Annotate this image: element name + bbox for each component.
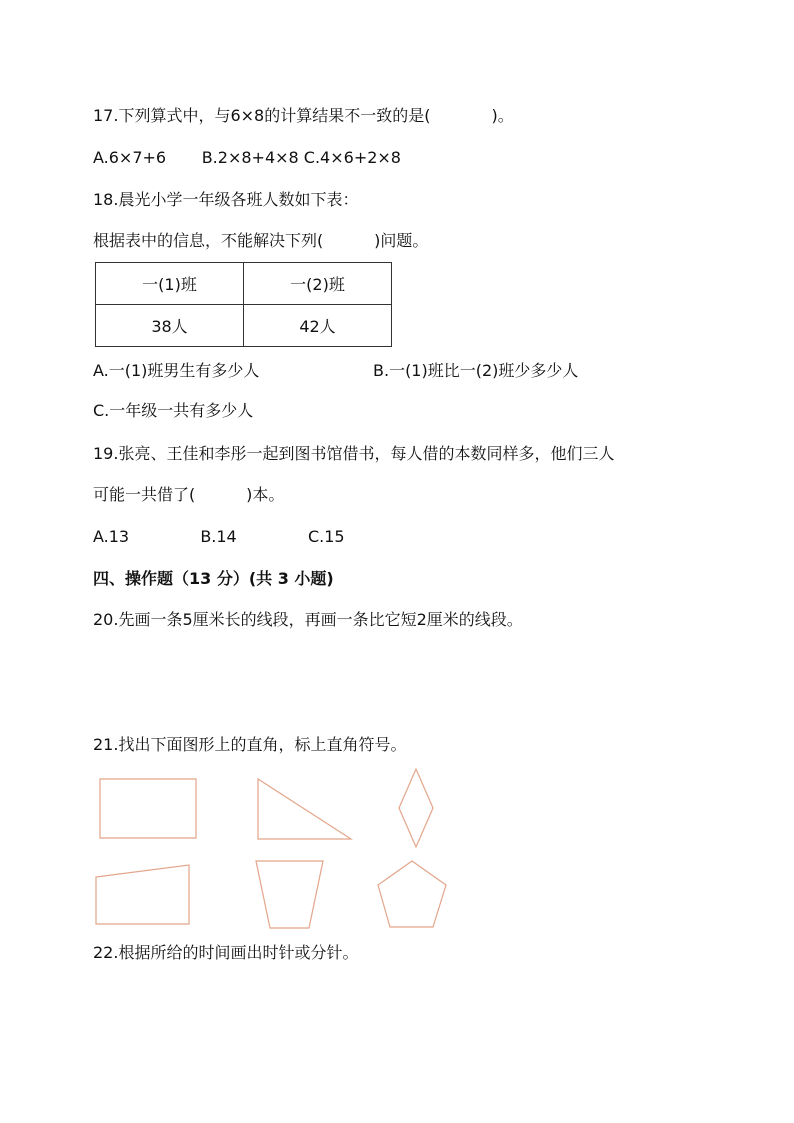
table-header-class2: 一(2)班 [244, 263, 392, 305]
right-triangle-shape [258, 779, 351, 839]
rhombus-shape [399, 769, 433, 847]
q18-option-b: B.一(1)班比一(2)班少多少人 [373, 361, 579, 380]
table-value-class2: 42人 [244, 305, 392, 347]
table-header-class1: 一(1)班 [96, 263, 244, 305]
q18-option-a: A.一(1)班男生有多少人 [93, 361, 260, 380]
q21-stem: 21.找出下面图形上的直角，标上直角符号。 [93, 735, 407, 754]
table-value-row [96, 305, 392, 347]
rectangle-shape [100, 779, 196, 838]
class-size-table [95, 262, 392, 347]
table-header-row [96, 263, 392, 305]
isosceles-trapezoid-shape [256, 861, 323, 928]
q17-options: A.6×7+6 B.2×8+4×8 C.4×6+2×8 [93, 148, 401, 167]
trapezoid-shape [96, 865, 189, 924]
q19-options: A.13 B.14 C.15 [93, 527, 345, 546]
q18-prompt: 根据表中的信息，不能解决下列( )问题。 [93, 231, 429, 250]
section4-title: 四、操作题（13 分）(共 3 小题) [93, 569, 334, 588]
q18-stem: 18.晨光小学一年级各班人数如下表： [93, 190, 359, 209]
q17-stem: 17.下列算式中，与6×8的计算结果不一致的是( )。 [93, 106, 514, 125]
table-value-class1: 38人 [96, 305, 244, 347]
q18-option-c: C.一年级一共有多少人 [93, 401, 254, 420]
q19-stem-line1: 19.张亮、王佳和李彤一起到图书馆借书，每人借的本数同样多，他们三人 [93, 444, 615, 463]
q22-stem: 22.根据所给的时间画出时针或分针。 [93, 943, 359, 962]
pentagon-shape [378, 861, 446, 927]
q20-stem: 20.先画一条5厘米长的线段，再画一条比它短2厘米的线段。 [93, 610, 523, 629]
q19-stem-line2: 可能一共借了( )本。 [93, 485, 285, 504]
